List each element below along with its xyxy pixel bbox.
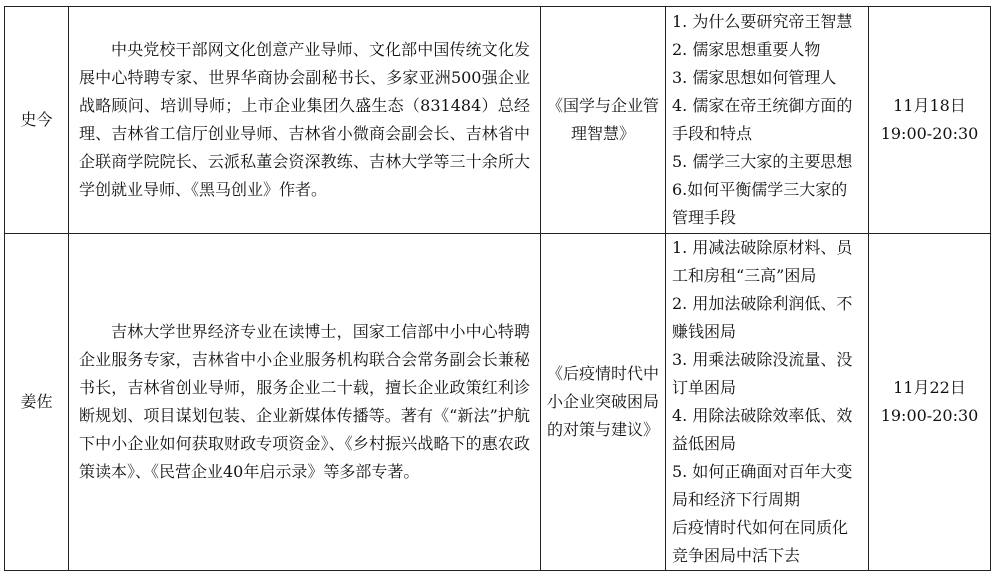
topic-item: 6.如何平衡儒学三大家的管理手段 [672,180,848,227]
lecturer-name: 姜佐 [5,234,69,571]
topic-item: 5. 如何正确面对百年大变局和经济下行周期 [672,462,853,509]
topic-list [666,234,869,571]
topic-list [666,7,869,234]
topic-item: 4. 儒家在帝王统御方面的手段和特点 [672,96,853,143]
table-row [5,7,991,234]
lecturer-bio: 中央党校干部网文化创意产业导师、文化部中国传统文化发展中心特聘专家、世界华商协会副秘书长、多家亚洲500强企业战略顾问、培训导师；上市企业集团久盛生态（831484）总经理、吉林省工信厅创业导师、吉林省小微商会副会长、吉林省中企联商学院院长、云派私董会资深教练、吉林大学等三十余所大学创就业导师、《黑马创业》作者。 [69,7,541,234]
topic-item: 3. 用乘法破除没流量、没订单困局 [672,350,853,397]
lecture-time: 19:00-20:30 [880,124,979,143]
topic-item: 5. 儒学三大家的主要思想 [672,152,853,171]
lecturer-bio: 吉林大学世界经济专业在读博士，国家工信部中小中心特聘企业服务专家，吉林省中小企业服务机构联合会常务副会长兼秘书长，吉林省创业导师，服务企业二十载，擅长企业政策红利诊断规划、项目谋划包装、企业新媒体传播等。著有《“新法”护航 下中小企业如何获取财政专项资金》、《乡村振兴战略下的惠农政策读本》、《民营企业40年启示录》等多部专著。 [69,234,541,571]
lecture-time: 19:00-20:30 [880,406,979,425]
topic-item: 1. 用减法破除原材料、员工和房租“三高”困局 [672,238,853,285]
lecturer-name: 史今 [5,7,69,234]
course-title: 《国学与企业管理智慧》 [541,7,666,234]
topic-item: 3. 儒家思想如何管理人 [672,68,837,87]
topic-item: 后疫情时代如何在同质化竞争困局中活下去 [672,518,849,565]
lecture-date: 11月22日 [893,378,966,397]
course-title: 《后疫情时代中小企业突破困局的对策与建议》 [541,234,666,571]
topic-item: 1. 为什么要研究帝王智慧 [672,12,853,31]
lecture-date: 11月18日 [893,96,966,115]
schedule-table [4,6,991,571]
table-row [5,234,991,571]
schedule-cell [869,234,991,571]
topic-item: 4. 用除法破除效率低、效益低困局 [672,406,853,453]
topic-item: 2. 用加法破除利润低、不赚钱困局 [672,294,853,341]
topic-item: 2. 儒家思想重要人物 [672,40,821,59]
schedule-cell [869,7,991,234]
